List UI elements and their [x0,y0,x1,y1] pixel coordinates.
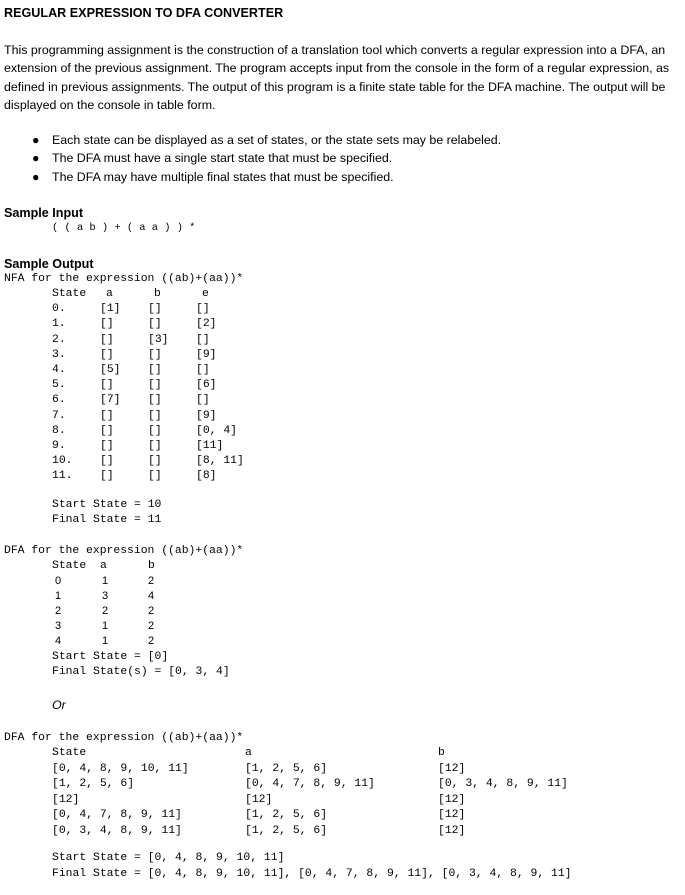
table-cell: 1. [52,318,66,331]
bullet-icon: ● [32,170,40,184]
table-cell: 2 [148,635,155,647]
table-cell: 4. [52,364,66,376]
table-cell: [] [148,470,162,483]
table-cell: [12] [438,809,466,821]
table-cell: [] [148,318,162,331]
table-cell: [] [100,470,114,483]
table-cell: [] [196,394,210,407]
nfa-caption: NFA for the expression ((ab)+(aa))* [4,273,244,285]
table-cell: [] [100,409,114,422]
table-cell: [7] [100,394,121,407]
table-cell: 4 [148,590,155,602]
nfa-final-state: Final State = 11 [52,514,162,526]
document-title: REGULAR EXPRESSION TO DFA CONVERTER [4,6,284,20]
table-cell: 3 [102,590,109,602]
table-cell: [] [100,348,114,361]
table-cell: 10. [52,455,73,468]
table-cell: 2 [148,575,155,587]
table-cell: [] [148,348,162,361]
or-label: Or [52,698,66,712]
table-cell: [1, 2, 5, 6] [245,824,328,837]
table-cell: [] [196,364,210,376]
column-header: a [245,747,252,759]
table-cell: [] [100,318,114,331]
bullet-icon: ● [32,133,40,147]
column-header: b [148,560,155,572]
column-header: e [202,288,209,300]
table-cell: [9] [196,409,217,422]
table-cell: [0, 3, 4, 8, 9, 11] [438,778,568,790]
table-cell: 1 [102,575,109,587]
description-paragraph: This programming assignment is the construction of a translation tool which converts a regular expression into a DFA, an extension of the previous assignment. The program accepts input from the console in the form of a regular expression, as defined in previous assignments. The output of this program is a finite state table for the DFA machine. The output will be displayed on the console in table form. [4,43,670,112]
column-header: State [52,560,87,572]
table-cell: [6] [196,379,217,392]
table-cell: [8, 11] [196,455,244,468]
table-cell: 1 [55,590,62,602]
table-cell: [12] [438,824,466,837]
table-cell: [1, 2, 5, 6] [52,778,135,790]
dfa-set-start-state: Start State = [0, 4, 8, 9, 10, 11] [52,852,285,864]
table-cell: [1] [100,303,121,316]
table-cell: 8. [52,424,66,437]
bullet-icon: ● [32,151,40,165]
table-cell: [0, 4, 8, 9, 10, 11] [52,762,189,775]
table-cell: [12] [438,762,466,775]
table-cell: 2. [52,333,66,346]
table-cell: [] [148,455,162,468]
sample-input-expression: ( ( a b ) + ( a a ) ) * [52,222,196,234]
list-item: Each state can be displayed as a set of states, or the state sets may be relabeled. [52,133,502,147]
table-cell: 5. [52,379,66,392]
table-cell: [] [100,424,114,437]
table-cell: [0, 4, 7, 8, 9, 11] [52,809,182,821]
dfa-final-states: Final State(s) = [0, 3, 4] [52,666,230,678]
table-cell: 3. [52,348,66,361]
table-cell: [1, 2, 5, 6] [245,809,328,821]
table-cell: 2 [148,620,155,632]
table-cell: [] [148,440,162,452]
table-cell: [] [148,303,162,316]
table-cell: [] [196,333,210,346]
table-cell: [] [100,440,114,452]
table-cell: 0. [52,303,66,316]
column-header: b [438,747,445,759]
table-cell: 2 [55,605,62,617]
table-cell: 1 [102,620,109,632]
table-cell: [] [100,333,114,346]
table-cell: [12] [52,793,80,806]
sample-input-heading: Sample Input [4,206,84,220]
column-header: State [52,288,87,300]
table-cell: [12] [245,793,273,806]
column-header: a [100,560,107,572]
table-cell: [] [148,409,162,422]
table-cell: [] [148,424,162,437]
table-cell: [0, 4] [196,424,238,437]
table-cell: [] [148,394,162,407]
dfa-caption: DFA for the expression ((ab)+(aa))* [4,545,244,557]
table-cell: 4 [55,635,62,647]
table-cell: 0 [55,575,62,587]
table-cell: [3] [148,333,169,346]
nfa-start-state: Start State = 10 [52,499,162,511]
table-cell: [11] [196,440,224,452]
dfa-set-final-states: Final State = [0, 4, 8, 9, 10, 11], [0, 4, 7, 8, 9, 11], [0, 3, 4, 8, 9, 11] [52,868,572,880]
table-cell: 6. [52,394,66,407]
table-cell: [5] [100,364,121,376]
table-cell: [1, 2, 5, 6] [245,762,328,775]
table-cell: [] [100,455,114,468]
column-header: b [154,288,161,300]
table-cell: [] [148,364,162,376]
column-header: State [52,747,87,759]
table-cell: [9] [196,348,217,361]
table-cell: 11. [52,470,73,483]
table-cell: 1 [102,635,109,647]
table-cell: 9. [52,440,66,452]
dfa-start-state: Start State = [0] [52,651,169,663]
list-item: The DFA must have a single start state that must be specified. [52,151,393,165]
table-cell: [8] [196,470,217,483]
table-cell: [0, 4, 7, 8, 9, 11] [245,778,375,790]
table-cell: 2 [102,605,109,617]
list-item: The DFA may have multiple final states that must be specified. [52,170,394,184]
sample-output-heading: Sample Output [4,257,94,271]
dfa-set-caption: DFA for the expression ((ab)+(aa))* [4,732,244,744]
table-cell: [] [196,303,210,316]
table-cell: 2 [148,605,155,617]
table-cell: 7. [52,409,66,422]
table-cell: 3 [55,620,62,632]
table-cell: [0, 3, 4, 8, 9, 11] [52,824,182,837]
table-cell: [2] [196,318,217,331]
table-cell: [] [148,379,162,392]
table-cell: [] [100,379,114,392]
table-cell: [12] [438,793,466,806]
column-header: a [106,288,113,300]
